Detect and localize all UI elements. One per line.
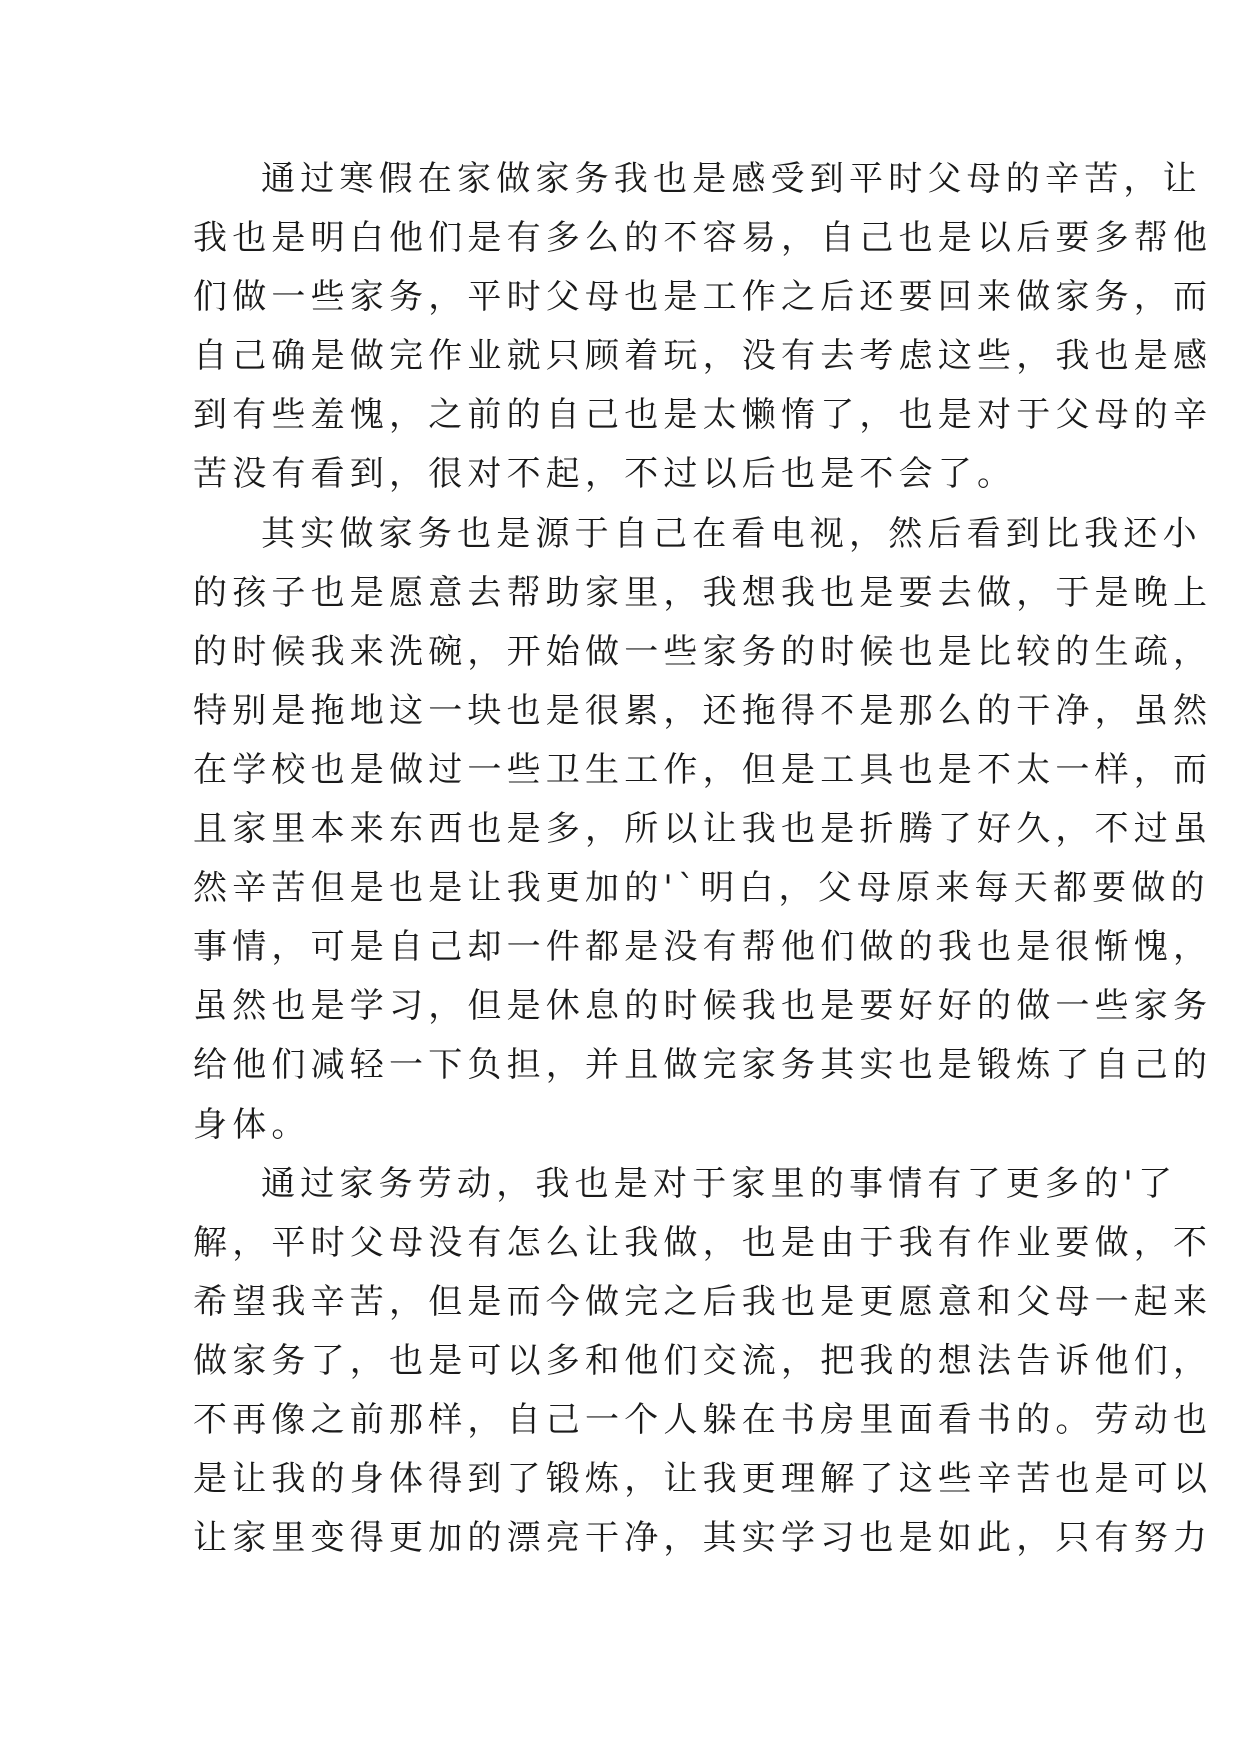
paragraph-3-line-2: 解，平时父母没有怎么让我做，也是由于我有作业要做，不 <box>193 1222 1213 1263</box>
paragraph-2-line-10: 给他们减轻一下负担，并且做完家务其实也是锻炼了自己的 <box>193 1045 1213 1086</box>
paragraph-2-line-5: 在学校也是做过一些卫生工作，但是工具也是不太一样，而 <box>193 749 1213 790</box>
paragraph-3-line-4: 做家务了，也是可以多和他们交流，把我的想法告诉他们， <box>193 1340 1213 1381</box>
paragraph-2-line-8: 事情，可是自己却一件都是没有帮他们做的我也是很惭愧， <box>193 927 1213 968</box>
paragraph-1-line-2: 我也是明白他们是有多么的不容易，自己也是以后要多帮他 <box>193 218 1213 259</box>
paragraph-1-line-6: 苦没有看到，很对不起，不过以后也是不会了。 <box>193 454 1017 495</box>
paragraph-1-line-1: 通过寒假在家做家务我也是感受到平时父母的辛苦，让 <box>261 159 1202 199</box>
paragraph-1-line-5: 到有些羞愧，之前的自己也是太懒惰了，也是对于父母的辛 <box>193 395 1213 436</box>
paragraph-2-line-11: 身体。 <box>193 1104 311 1145</box>
paragraph-2-line-4: 特别是拖地这一块也是很累，还拖得不是那么的干净，虽然 <box>193 690 1213 731</box>
paragraph-3-line-5: 不再像之前那样，自己一个人躲在书房里面看书的。劳动也 <box>193 1399 1213 1440</box>
paragraph-3-line-7: 让家里变得更加的漂亮干净，其实学习也是如此，只有努力 <box>193 1518 1213 1559</box>
paragraph-2-line-6: 且家里本来东西也是多，所以让我也是折腾了好久，不过虽 <box>193 809 1213 850</box>
paragraph-2-line-7: 然辛苦但是也是让我更加的'`明白，父母原来每天都要做的 <box>193 868 1210 909</box>
paragraph-2-line-9: 虽然也是学习，但是休息的时候我也是要好好的做一些家务 <box>193 986 1213 1027</box>
paragraph-1-line-4: 自己确是做完作业就只顾着玩，没有去考虑这些，我也是感 <box>193 336 1213 377</box>
paragraph-3-line-1: 通过家务劳动，我也是对于家里的事情有了更多的'了 <box>261 1163 1178 1204</box>
paragraph-2-line-2: 的孩子也是愿意去帮助家里，我想我也是要去做，于是晚上 <box>193 572 1213 613</box>
body-text <box>193 157 1213 1575</box>
paragraph-2-line-1: 其实做家务也是源于自己在看电视，然后看到比我还小 <box>261 513 1202 554</box>
paragraph-1-line-3: 们做一些家务，平时父母也是工作之后还要回来做家务，而 <box>193 277 1213 318</box>
paragraph-3-line-3: 希望我辛苦，但是而今做完之后我也是更愿意和父母一起来 <box>193 1281 1213 1322</box>
paragraph-2-line-3: 的时候我来洗碗，开始做一些家务的时候也是比较的生疏， <box>193 631 1213 672</box>
paragraph-3-line-6: 是让我的身体得到了锻炼，让我更理解了这些辛苦也是可以 <box>193 1459 1213 1500</box>
